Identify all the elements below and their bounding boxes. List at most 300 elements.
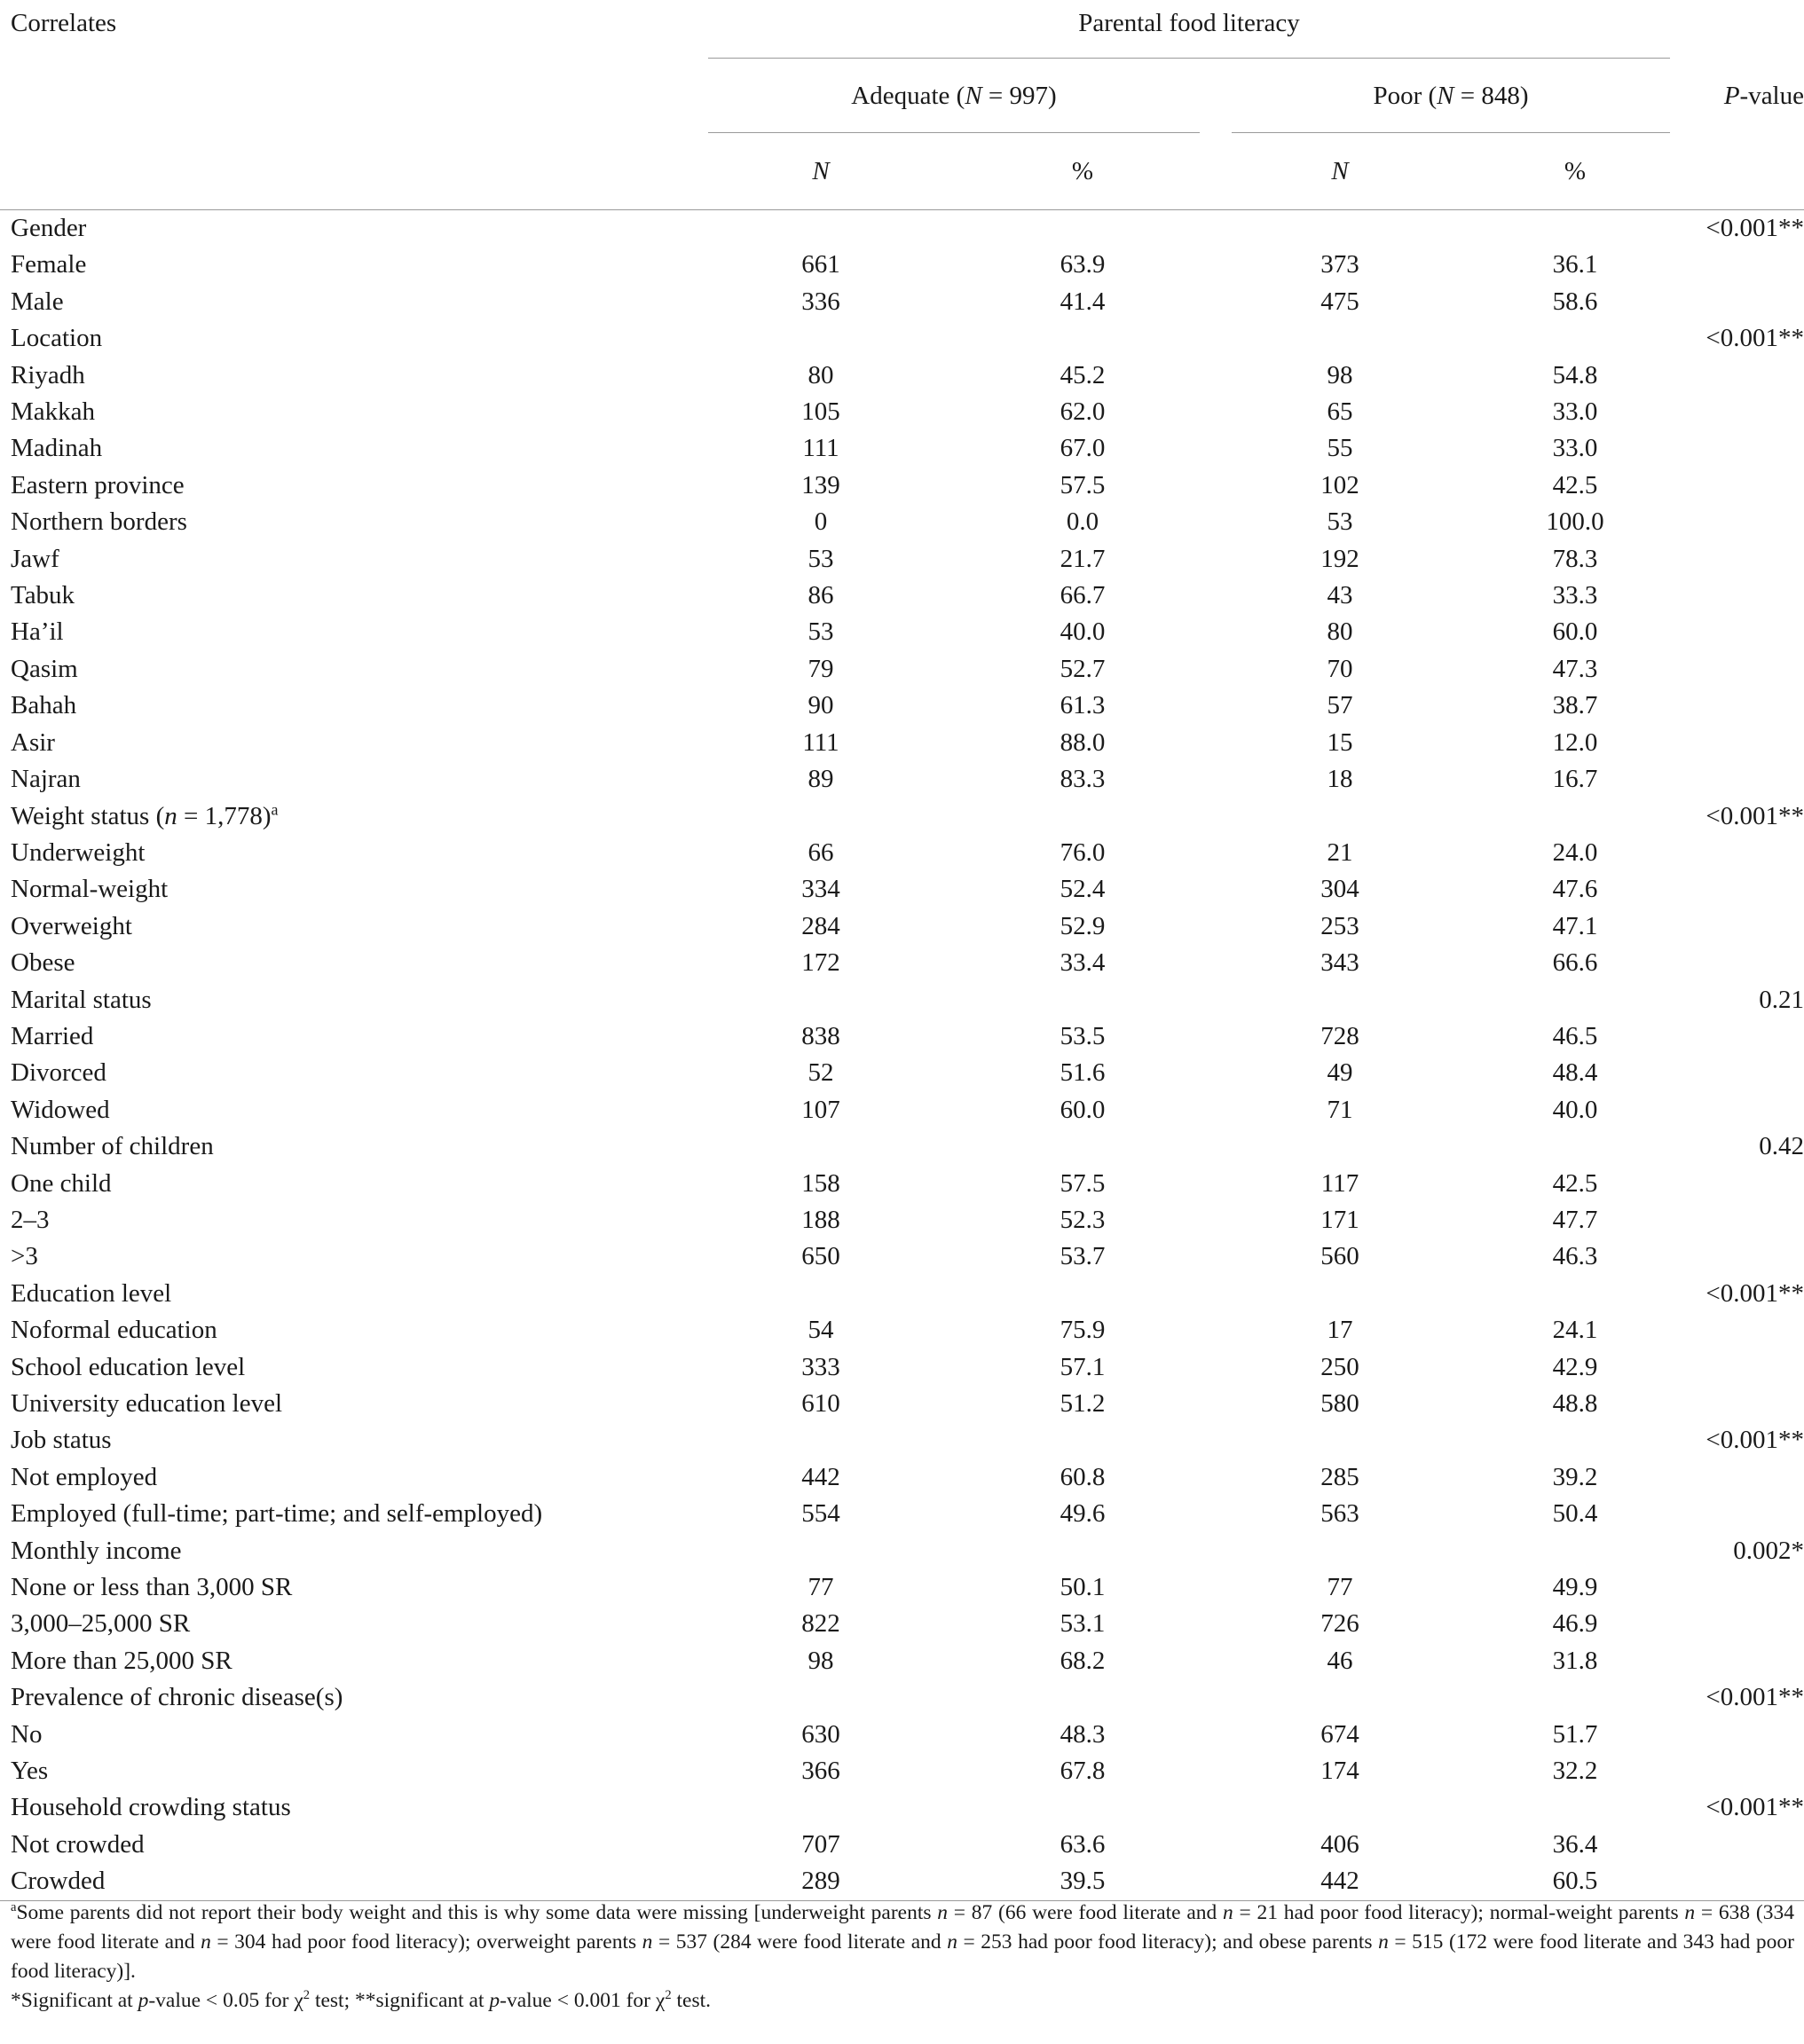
- row-label: Employed (full-time; part-time; and self-employed): [11, 1499, 543, 1529]
- adequate-pct-cell: [949, 1276, 1216, 1312]
- table-row: [0, 1202, 1804, 1238]
- poor-n-cell: 442: [1216, 1863, 1464, 1900]
- row-label: Gender: [11, 214, 87, 242]
- poor-n-cell: 304: [1320, 875, 1359, 904]
- poor-n-cell: 15: [1327, 727, 1353, 757]
- table-row: [0, 1276, 1804, 1312]
- pvalue-cell: [1686, 1459, 1804, 1496]
- poor-pct-cell: 54.8: [1552, 360, 1598, 389]
- adequate-n-cell: 442: [801, 1462, 840, 1491]
- poor-pct-cell: 46.3: [1552, 1242, 1598, 1271]
- table-footnotes: [11, 1899, 1794, 2016]
- poor-pct-cell: 100.0: [1546, 507, 1604, 537]
- poor-pct-cell: 40.0: [1552, 1095, 1598, 1124]
- poor-n-cell: 674: [1320, 1719, 1359, 1749]
- table-row: [0, 320, 1804, 357]
- adequate-n-cell: 89: [807, 765, 834, 794]
- adequate-pct-cell: 68.2: [1060, 1646, 1106, 1675]
- poor-pct-cell: 39.2: [1552, 1462, 1598, 1491]
- adequate-pct-cell: [949, 798, 1216, 835]
- table-row: [0, 1863, 1804, 1900]
- row-label: 3,000–25,000 SR: [11, 1609, 191, 1639]
- adequate-n-cell: [692, 1533, 949, 1569]
- poor-pct-cell: 24.1: [1552, 1316, 1598, 1345]
- row-label: No: [11, 1719, 43, 1749]
- adequate-pct-cell: 62.0: [1060, 397, 1106, 427]
- adequate-n-cell: [692, 1679, 949, 1716]
- row-label: Female: [11, 250, 87, 279]
- pvalue-cell: [1686, 1643, 1804, 1679]
- poor-n-cell: 343: [1320, 948, 1359, 978]
- poor-n-cell: 726: [1320, 1609, 1359, 1639]
- table-row: [0, 1569, 1804, 1606]
- row-label: Normal-weight: [11, 875, 169, 904]
- row-label: Married: [11, 1021, 94, 1050]
- row-label: Not employed: [11, 1462, 158, 1491]
- poor-n-cell: [1216, 1422, 1464, 1458]
- table-row: [0, 541, 1804, 578]
- poor-pct-cell: 48.8: [1552, 1389, 1598, 1418]
- adequate-n-cell: 661: [801, 250, 840, 279]
- pvalue-cell: [1686, 1863, 1804, 1900]
- adequate-n-cell: 158: [801, 1168, 840, 1198]
- table-row: [0, 1386, 1804, 1422]
- adequate-n-cell: 333: [801, 1352, 840, 1381]
- table-row: [0, 1643, 1804, 1679]
- poor-pct-cell: 78.3: [1552, 544, 1598, 573]
- table-row: [0, 504, 1804, 540]
- adequate-heading: Adequate (N = 997): [692, 59, 1216, 133]
- adequate-n-heading: N: [692, 133, 949, 210]
- pvalue-cell: <0.001**: [1706, 214, 1804, 242]
- adequate-pct-cell: 57.5: [1060, 1168, 1106, 1198]
- table-row: [0, 798, 1804, 835]
- table-row: [0, 761, 1804, 798]
- adequate-pct-cell: 51.2: [1060, 1389, 1106, 1418]
- adequate-n-cell: 838: [801, 1021, 840, 1050]
- pvalue-cell: [1686, 1569, 1804, 1606]
- adequate-n-cell: [692, 1276, 949, 1312]
- poor-pct-heading: %: [1464, 133, 1686, 210]
- table-row: [0, 945, 1804, 981]
- adequate-pct-cell: 76.0: [1060, 837, 1106, 867]
- poor-n-cell: 18: [1327, 765, 1353, 794]
- poor-n-cell: 71: [1327, 1095, 1353, 1124]
- row-label: Monthly income: [11, 1536, 182, 1565]
- adequate-n-cell: [692, 1422, 949, 1458]
- poor-pct-cell: 47.7: [1552, 1205, 1598, 1234]
- adequate-pct-cell: 63.9: [1060, 250, 1106, 279]
- table-row: [0, 210, 1804, 248]
- adequate-pct-cell: 51.6: [1060, 1058, 1106, 1088]
- adequate-n-cell: 707: [801, 1829, 840, 1859]
- pvalue-cell: [1686, 504, 1804, 540]
- footnote-a: $^a$Some parents did not report their body weight and this is why some data were missing [underweight parents n = 87 (66 were food literate and n = 21 had poor food literacy); normal-weight parents n = 638 (334 were food literate and n = 304 had poor food literacy); overweight parents n = 537 (284 were food literate and n = 253 had poor food literacy); and obese parents n = 515 (172 were food literate and 343 had poor food literacy)].: [11, 1900, 1795, 1983]
- adequate-pct-cell: 67.8: [1060, 1757, 1106, 1786]
- pvalue-cell: <0.001**: [1706, 324, 1804, 353]
- adequate-pct-cell: 39.5: [949, 1863, 1216, 1900]
- poor-pct-cell: 47.1: [1552, 911, 1598, 940]
- row-label: Overweight: [11, 911, 132, 940]
- poor-n-cell: [1216, 982, 1464, 1018]
- poor-n-cell: 65: [1327, 397, 1353, 427]
- adequate-pct-cell: 83.3: [1060, 765, 1106, 794]
- poor-n-cell: 57: [1327, 691, 1353, 720]
- adequate-n-cell: 334: [801, 875, 840, 904]
- adequate-pct-cell: 63.6: [1060, 1829, 1106, 1859]
- adequate-n-cell: 630: [801, 1719, 840, 1749]
- table-row: [0, 1092, 1804, 1128]
- row-label: Jawf: [11, 544, 59, 573]
- table-header: [0, 0, 1804, 210]
- poor-n-cell: [1216, 1789, 1464, 1826]
- row-label: Tabuk: [11, 581, 75, 610]
- adequate-n-cell: [692, 320, 949, 357]
- poor-n-cell: 285: [1320, 1462, 1359, 1491]
- table-row: [0, 982, 1804, 1018]
- poor-pct-cell: 33.0: [1552, 434, 1598, 463]
- table-row: [0, 1166, 1804, 1202]
- adequate-pct-cell: 52.4: [1060, 875, 1106, 904]
- table-row: [0, 578, 1804, 614]
- poor-pct-cell: 47.6: [1552, 875, 1598, 904]
- poor-pct-cell: 66.6: [1552, 948, 1598, 978]
- table-row: [0, 1128, 1804, 1165]
- table-row: [0, 688, 1804, 724]
- pvalue-cell: [1686, 945, 1804, 981]
- poor-pct-cell: [1464, 210, 1686, 248]
- pvalue-cell: [1686, 614, 1804, 650]
- adequate-n-cell: [692, 1789, 949, 1826]
- poor-n-cell: 560: [1320, 1242, 1359, 1271]
- poor-n-cell: 253: [1320, 911, 1359, 940]
- poor-n-cell: 80: [1327, 617, 1353, 647]
- adequate-pct-cell: [949, 1533, 1216, 1569]
- adequate-n-cell: [692, 798, 949, 835]
- pvalue-cell: 0.42: [1759, 1132, 1804, 1161]
- adequate-pct-cell: 75.9: [1060, 1316, 1106, 1345]
- correlates-heading: Correlates: [11, 8, 117, 37]
- pvalue-cell: [1686, 1202, 1804, 1238]
- adequate-n-cell: 336: [801, 287, 840, 316]
- poor-pct-cell: [1464, 1533, 1686, 1569]
- adequate-pct-cell: [949, 1789, 1216, 1826]
- row-label: 2–3: [11, 1205, 50, 1234]
- poor-heading: Poor (N = 848): [1216, 59, 1686, 133]
- poor-pct-cell: 16.7: [1552, 765, 1598, 794]
- poor-n-cell: 21: [1327, 837, 1353, 867]
- adequate-pct-cell: 60.0: [1060, 1095, 1106, 1124]
- adequate-n-cell: [692, 1128, 949, 1165]
- poor-pct-cell: 36.1: [1552, 250, 1598, 279]
- adequate-n-cell: 188: [801, 1205, 840, 1234]
- adequate-pct-cell: 41.4: [1060, 287, 1106, 316]
- row-label: More than 25,000 SR: [11, 1646, 232, 1675]
- poor-n-cell: 17: [1327, 1316, 1353, 1345]
- footnote-significance: *Significant at p-value < 0.05 for $\chi^2$ test; **significant at p-value < 0.001 for $\chi^2$ test.: [11, 1988, 711, 2012]
- poor-n-cell: [1216, 1533, 1464, 1569]
- pvalue-cell: [1686, 1018, 1804, 1055]
- pvalue-cell: [1686, 358, 1804, 394]
- table-row: [0, 1018, 1804, 1055]
- poor-pct-cell: [1464, 1679, 1686, 1716]
- adequate-n-cell: 107: [801, 1095, 840, 1124]
- poor-pct-cell: 24.0: [1552, 837, 1598, 867]
- poor-pct-cell: 32.2: [1552, 1757, 1598, 1786]
- pvalue-cell: [1686, 1166, 1804, 1202]
- adequate-pct-cell: 48.3: [1060, 1719, 1106, 1749]
- poor-pct-cell: 33.0: [1552, 397, 1598, 427]
- adequate-n-cell: 0: [814, 507, 828, 537]
- table-row: [0, 1238, 1804, 1275]
- table-row: [0, 468, 1804, 504]
- adequate-pct-cell: 45.2: [1060, 360, 1106, 389]
- poor-pct-cell: [1464, 1276, 1686, 1312]
- pvalue-cell: <0.001**: [1706, 1426, 1804, 1455]
- table-body: [0, 210, 1804, 1901]
- row-label: Northern borders: [11, 507, 187, 537]
- row-label: One child: [11, 1168, 112, 1198]
- row-label: Not crowded: [11, 1829, 145, 1859]
- poor-n-cell: 475: [1320, 287, 1359, 316]
- adequate-pct-cell: 53.1: [1060, 1609, 1106, 1639]
- poor-n-cell: 53: [1327, 507, 1353, 537]
- pvalue-cell: [1686, 1717, 1804, 1753]
- poor-pct-cell: [1464, 1789, 1686, 1826]
- poor-n-cell: [1216, 1679, 1464, 1716]
- adequate-pct-cell: 33.4: [1060, 948, 1106, 978]
- poor-pct-cell: 46.9: [1552, 1609, 1598, 1639]
- adequate-pct-cell: 52.9: [1060, 911, 1106, 940]
- table-row: [0, 1349, 1804, 1386]
- poor-pct-cell: 46.5: [1552, 1021, 1598, 1050]
- poor-pct-cell: 36.4: [1552, 1829, 1598, 1859]
- pvalue-cell: [1686, 835, 1804, 871]
- table-row: [0, 1753, 1804, 1789]
- pvalue-cell: [1686, 1753, 1804, 1789]
- poor-pct-cell: 31.8: [1552, 1646, 1598, 1675]
- poor-pct-cell: [1464, 1128, 1686, 1165]
- poor-n-cell: 192: [1320, 544, 1359, 573]
- adequate-pct-cell: 50.1: [1060, 1573, 1106, 1602]
- poor-n-cell: 70: [1327, 654, 1353, 683]
- adequate-n-cell: 650: [801, 1242, 840, 1271]
- adequate-n-cell: 79: [807, 654, 834, 683]
- row-label: Riyadh: [11, 360, 85, 389]
- poor-n-cell: 171: [1320, 1205, 1359, 1234]
- adequate-n-cell: 105: [801, 397, 840, 427]
- poor-pct-cell: 47.3: [1552, 654, 1598, 683]
- poor-pct-cell: 60.5: [1464, 1863, 1686, 1900]
- table-row: [0, 1789, 1804, 1826]
- group-rule: [692, 46, 1686, 59]
- pvalue-cell: <0.001**: [1706, 801, 1804, 830]
- poor-n-cell: 373: [1320, 250, 1359, 279]
- table-row: [0, 1459, 1804, 1496]
- table-row: [0, 835, 1804, 871]
- poor-pct-cell: 48.4: [1552, 1058, 1598, 1088]
- adequate-n-cell: 139: [801, 470, 840, 499]
- row-label: Makkah: [11, 397, 96, 427]
- adequate-n-cell: [692, 210, 949, 248]
- table-row: [0, 1422, 1804, 1458]
- poor-n-cell: 174: [1320, 1757, 1359, 1786]
- pvalue-cell: <0.001**: [1706, 1683, 1804, 1712]
- adequate-n-cell: 366: [801, 1757, 840, 1786]
- adequate-n-cell: 554: [801, 1499, 840, 1529]
- row-label: Noformal education: [11, 1316, 217, 1345]
- poor-n-cell: 406: [1320, 1829, 1359, 1859]
- adequate-n-cell: 111: [802, 727, 839, 757]
- adequate-pct-cell: 21.7: [1060, 544, 1106, 573]
- table-row: [0, 430, 1804, 467]
- table-row: [0, 1055, 1804, 1091]
- row-label: Eastern province: [11, 470, 185, 499]
- row-label: Prevalence of chronic disease(s): [11, 1683, 343, 1712]
- poor-n-cell: 580: [1320, 1389, 1359, 1418]
- poor-n-cell: [1216, 210, 1464, 248]
- pvalue-cell: [1686, 1055, 1804, 1091]
- row-label: Crowded: [0, 1863, 692, 1900]
- table-row: [0, 1679, 1804, 1716]
- table-row: [0, 1496, 1804, 1532]
- poor-pct-cell: 49.9: [1552, 1573, 1598, 1602]
- adequate-pct-cell: 66.7: [1060, 581, 1106, 610]
- row-label: Yes: [11, 1757, 49, 1786]
- pvalue-cell: [1686, 1312, 1804, 1348]
- adequate-pct-cell: 49.6: [1060, 1499, 1106, 1529]
- adequate-pct-cell: 67.0: [1060, 434, 1106, 463]
- poor-n-cell: 102: [1320, 470, 1359, 499]
- adequate-pct-cell: 52.7: [1060, 654, 1106, 683]
- adequate-n-cell: 822: [801, 1609, 840, 1639]
- poor-n-cell: [1216, 1128, 1464, 1165]
- row-label: Widowed: [11, 1095, 110, 1124]
- table-row: [0, 1827, 1804, 1863]
- adequate-pct-cell: [949, 210, 1216, 248]
- poor-pct-cell: 38.7: [1552, 691, 1598, 720]
- adequate-n-cell: 77: [807, 1573, 834, 1602]
- pvalue-cell: [1686, 1349, 1804, 1386]
- row-label: None or less than 3,000 SR: [11, 1573, 293, 1602]
- pvalue-cell: [1686, 871, 1804, 908]
- adequate-pct-cell: 60.8: [1060, 1462, 1106, 1491]
- adequate-pct-cell: [949, 1128, 1216, 1165]
- table-row: [0, 1312, 1804, 1348]
- adequate-pct-cell: 57.5: [1060, 470, 1106, 499]
- table-row: [0, 871, 1804, 908]
- adequate-pct-cell: [949, 1422, 1216, 1458]
- poor-n-cell: [1216, 798, 1464, 835]
- poor-n-cell: 77: [1327, 1573, 1353, 1602]
- table-row: [0, 247, 1804, 283]
- poor-n-cell: 55: [1327, 434, 1353, 463]
- row-label: Job status: [11, 1426, 112, 1455]
- group-heading: Parental food literacy: [1078, 8, 1300, 37]
- poor-n-cell: 728: [1320, 1021, 1359, 1050]
- table-row: [0, 1533, 1804, 1569]
- adequate-n-cell: 289: [692, 1863, 949, 1900]
- poor-n-cell: 43: [1327, 581, 1353, 610]
- poor-pct-cell: [1464, 982, 1686, 1018]
- pvalue-cell: [1686, 247, 1804, 283]
- adequate-n-cell: 66: [807, 837, 834, 867]
- row-label: Location: [11, 324, 103, 353]
- adequate-n-cell: 111: [802, 434, 839, 463]
- adequate-n-cell: 284: [801, 911, 840, 940]
- adequate-n-cell: 53: [807, 617, 834, 647]
- adequate-pct-cell: [949, 982, 1216, 1018]
- table-row: [0, 651, 1804, 688]
- poor-n-cell: 117: [1320, 1168, 1359, 1198]
- pvalue-cell: [1686, 1386, 1804, 1422]
- adequate-pct-cell: 52.3: [1060, 1205, 1106, 1234]
- pvalue-cell: <0.001**: [1706, 1278, 1804, 1308]
- pvalue-cell: [1686, 908, 1804, 945]
- row-label: Obese: [11, 948, 75, 978]
- row-label: Weight status (n = 1,778)$^a$: [11, 799, 279, 830]
- poor-pct-cell: 33.3: [1552, 581, 1598, 610]
- poor-pct-cell: 51.7: [1552, 1719, 1598, 1749]
- pvalue-cell: [1686, 1606, 1804, 1642]
- poor-pct-cell: 42.5: [1552, 1168, 1598, 1198]
- adequate-pct-cell: 53.5: [1060, 1021, 1106, 1050]
- pvalue-cell: 0.21: [1759, 985, 1804, 1014]
- adequate-pct-cell: 53.7: [1060, 1242, 1106, 1271]
- poor-pct-cell: [1464, 320, 1686, 357]
- row-label: Male: [11, 287, 64, 316]
- pvalue-cell: [1686, 578, 1804, 614]
- pvalue-heading: P-value: [1723, 81, 1804, 110]
- row-label: Education level: [11, 1278, 172, 1308]
- pvalue-cell: 0.002*: [1733, 1536, 1804, 1565]
- adequate-n-cell: 80: [807, 360, 834, 389]
- poor-n-cell: 250: [1320, 1352, 1359, 1381]
- poor-n-cell: 46: [1327, 1646, 1353, 1675]
- poor-pct-cell: 60.0: [1552, 617, 1598, 647]
- adequate-pct-cell: 57.1: [1060, 1352, 1106, 1381]
- row-label: University education level: [11, 1389, 283, 1418]
- adequate-pct-cell: 40.0: [1060, 617, 1106, 647]
- adequate-n-cell: 86: [807, 581, 834, 610]
- pvalue-cell: [1686, 725, 1804, 761]
- row-label: Qasim: [11, 654, 78, 683]
- table-row: [0, 614, 1804, 650]
- poor-pct-cell: [1464, 1422, 1686, 1458]
- row-label: Household crowding status: [11, 1793, 291, 1822]
- adequate-pct-heading: %: [949, 133, 1216, 210]
- poor-n-cell: 49: [1327, 1058, 1353, 1088]
- table-row: [0, 284, 1804, 320]
- adequate-pct-cell: [949, 1679, 1216, 1716]
- row-label: Marital status: [11, 985, 152, 1014]
- row-label: Divorced: [11, 1058, 106, 1088]
- pvalue-cell: [1686, 1496, 1804, 1532]
- row-label: Underweight: [11, 837, 146, 867]
- row-label: >3: [11, 1242, 38, 1271]
- table-row: [0, 1717, 1804, 1753]
- adequate-pct-cell: 61.3: [1060, 691, 1106, 720]
- poor-pct-cell: [1464, 798, 1686, 835]
- table-row: [0, 394, 1804, 430]
- pvalue-cell: <0.001**: [1706, 1793, 1804, 1822]
- poor-pct-cell: 50.4: [1552, 1499, 1598, 1529]
- row-label: School education level: [11, 1352, 246, 1381]
- pvalue-cell: [1686, 1238, 1804, 1275]
- adequate-n-cell: 53: [807, 544, 834, 573]
- table-row: [0, 725, 1804, 761]
- adequate-pct-cell: 88.0: [1060, 727, 1106, 757]
